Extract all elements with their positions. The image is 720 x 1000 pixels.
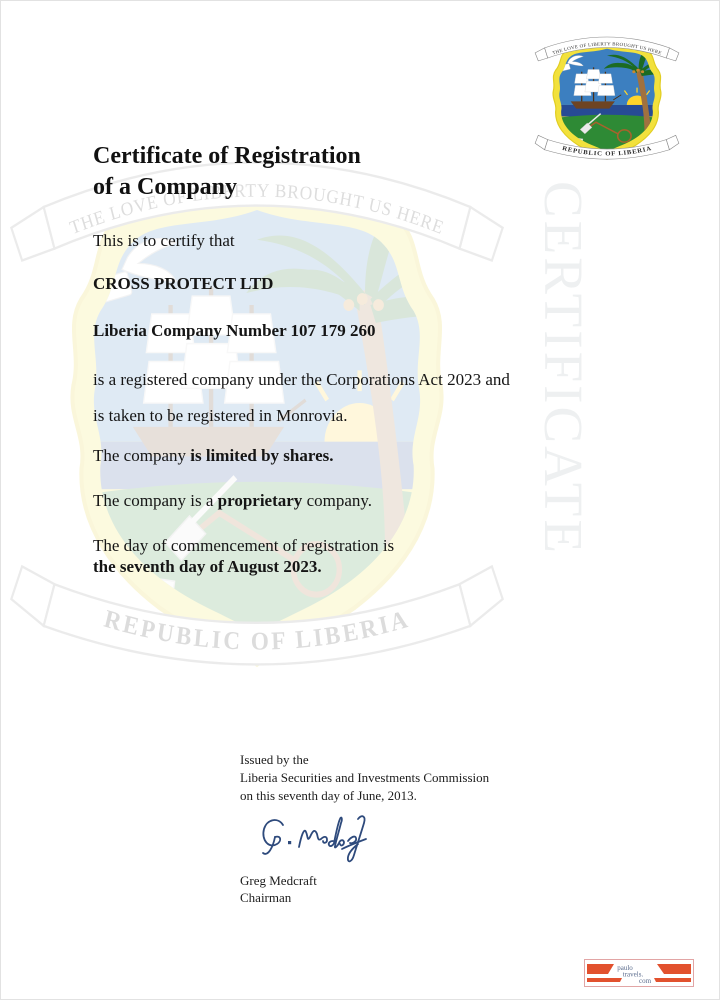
- logo-text-line-2: travels.: [622, 970, 644, 979]
- page-title: [93, 141, 361, 203]
- proprietary-suffix: company.: [302, 491, 373, 510]
- certificate-vertical-watermark: CERTIFICATE: [533, 181, 594, 556]
- limited-prefix: The company: [93, 446, 191, 465]
- registered-paragraph: [93, 362, 510, 434]
- logo-text-line-1: paulo: [617, 964, 633, 972]
- commencement-line-1: The day of commencement of registration is: [93, 536, 395, 555]
- registered-line-2: is taken to be registered in Monrovia.: [93, 406, 348, 425]
- signatory-name: Greg Medcraft: [240, 873, 317, 888]
- commencement-paragraph: [93, 535, 394, 577]
- registered-line-1: is a registered company under the Corporations Act 2023 and: [93, 370, 510, 389]
- logo-text-line-3: com: [638, 977, 652, 985]
- issued-line-3: on this seventh day of June, 2013.: [240, 788, 417, 803]
- proprietary-prefix: The company is a: [93, 491, 218, 510]
- paulo-travels-logo: [584, 959, 694, 987]
- liberia-coat-of-arms-seal: [528, 24, 686, 170]
- limited-by-shares-line: [93, 445, 334, 466]
- proprietary-line: [93, 490, 372, 511]
- chairman-signature: [253, 811, 385, 869]
- title-line-2: of a Company: [93, 174, 238, 200]
- company-name: CROSS PROTECT LTD: [93, 274, 274, 293]
- commencement-line-2: the seventh day of August 2023.: [93, 557, 322, 576]
- signatory-block: [240, 872, 317, 906]
- limited-bold: is limited by shares.: [190, 446, 334, 465]
- signatory-title: Chairman: [240, 890, 292, 905]
- certify-line: This is to certify that: [93, 231, 235, 250]
- issued-line-1: Issued by the: [240, 752, 309, 767]
- company-number-line: Liberia Company Number 107 179 260: [93, 321, 376, 340]
- issued-line-2: Liberia Securities and Investments Commission: [240, 770, 490, 785]
- title-line-1: Certificate of Registration: [93, 143, 361, 169]
- proprietary-bold: proprietary: [217, 491, 303, 510]
- issued-by-block: [240, 751, 489, 805]
